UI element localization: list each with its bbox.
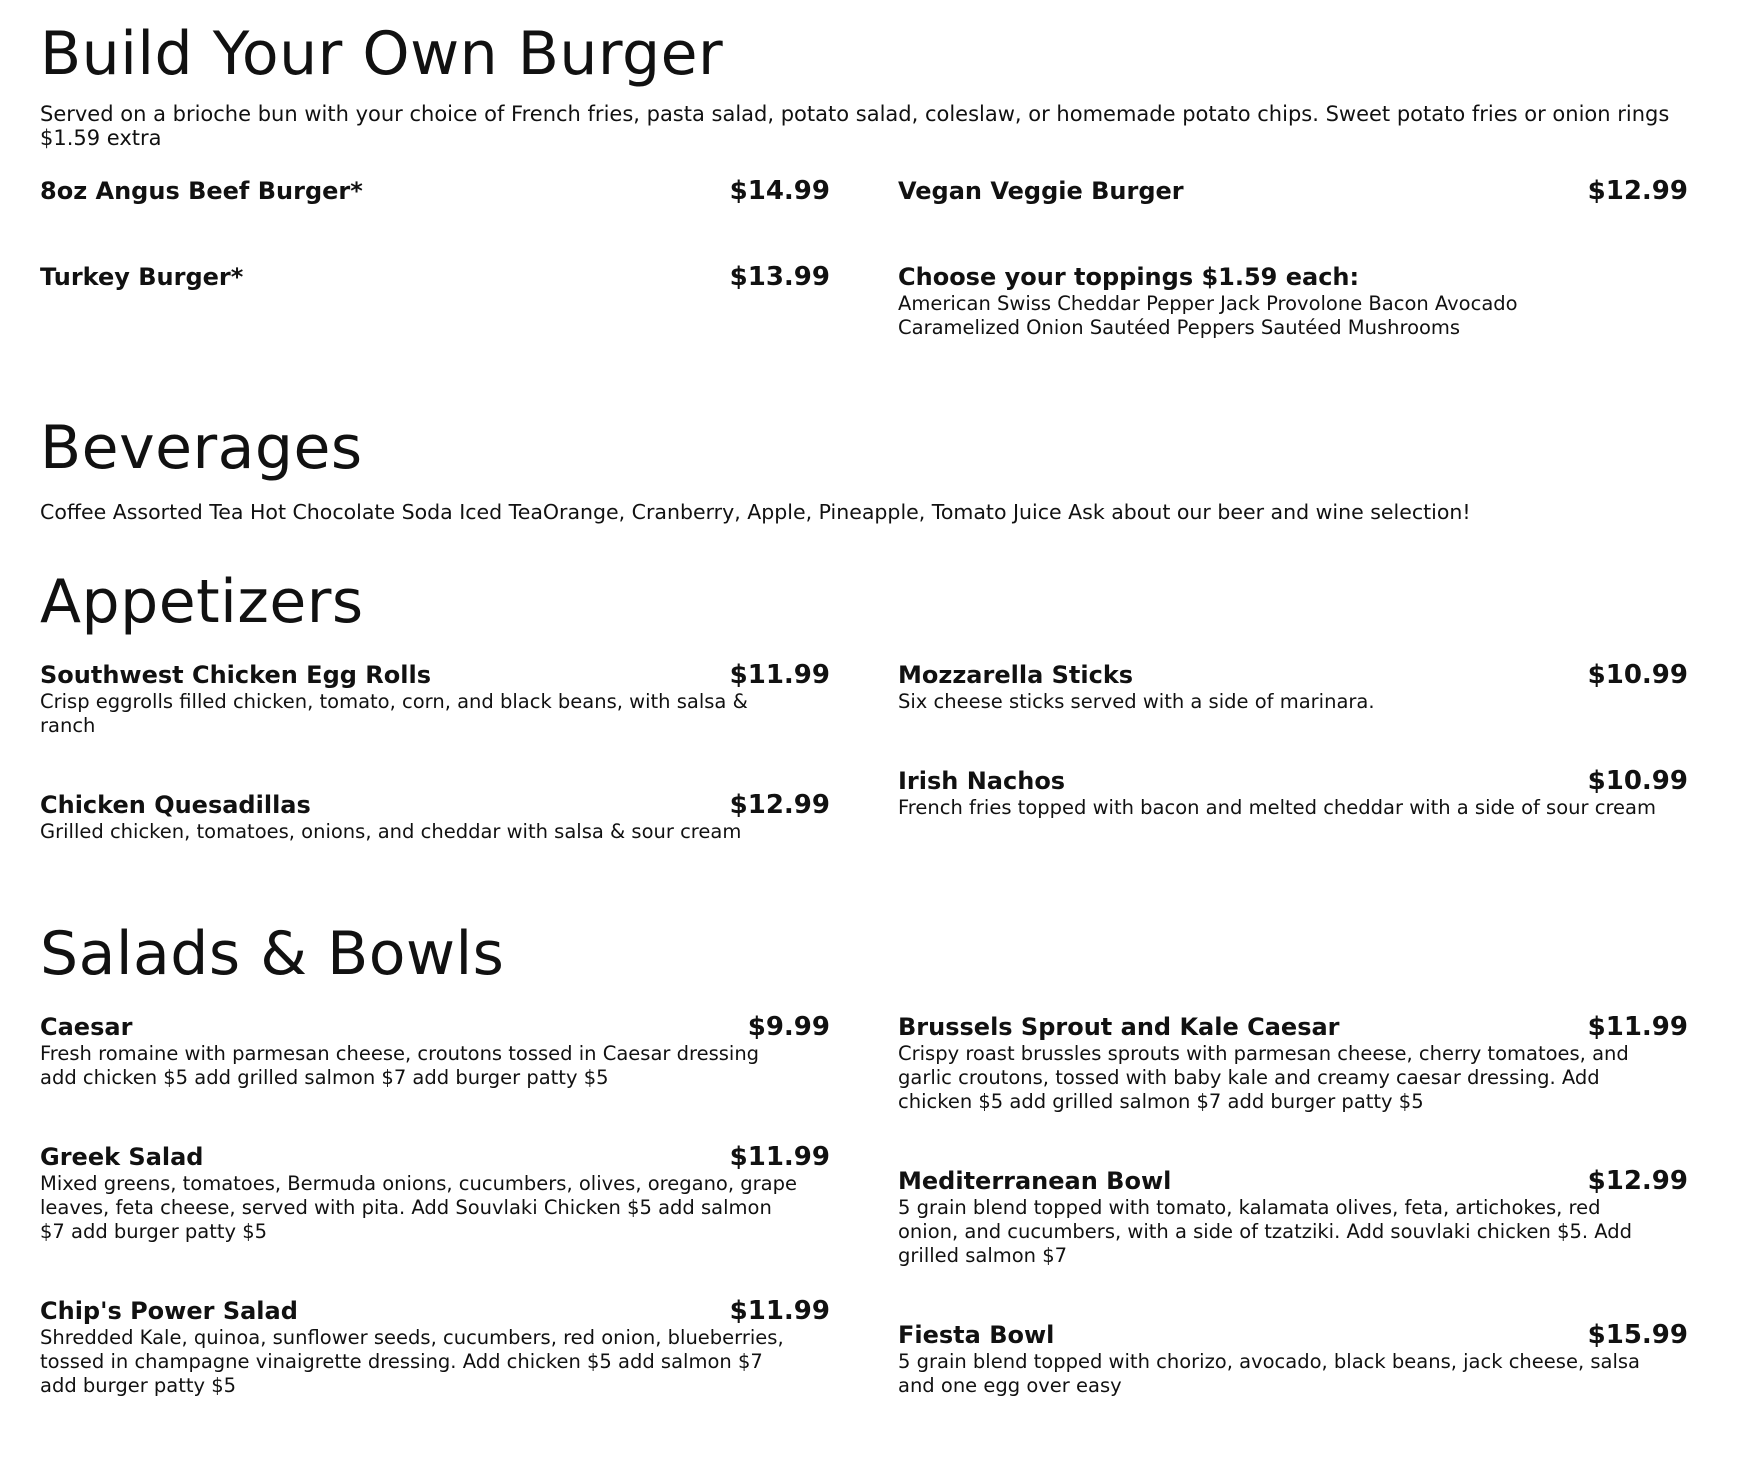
item-name: Fiesta Bowl	[898, 1321, 1055, 1349]
menu-item-caesar	[40, 1012, 830, 1090]
item-price: $12.99	[729, 790, 830, 820]
menu-item-mediterranean-bowl	[898, 1166, 1688, 1268]
item-price: $10.99	[1587, 766, 1688, 796]
item-name: Turkey Burger*	[40, 263, 244, 291]
item-name: Greek Salad	[40, 1143, 204, 1171]
menu-item-irish-nachos	[898, 766, 1688, 820]
item-name: Chip's Power Salad	[40, 1297, 298, 1325]
burger-section	[40, 18, 1700, 150]
item-name: Brussels Sprout and Kale Caesar	[898, 1013, 1340, 1041]
item-price: $13.99	[729, 262, 830, 292]
item-description: Crisp eggrolls filled chicken, tomato, corn, and black beans, with salsa & ranch	[40, 690, 748, 737]
menu-item-turkey-burger	[40, 262, 830, 292]
item-name: 8oz Angus Beef Burger*	[40, 177, 363, 205]
item-description: 5 grain blend topped with chorizo, avocado, black beans, jack cheese, salsa and one egg over easy	[898, 1350, 1640, 1397]
item-name: Southwest Chicken Egg Rolls	[40, 661, 431, 689]
menu-item-vegan-veggie-burger	[898, 176, 1688, 206]
salads-section-title: Salads & Bowls	[40, 919, 505, 989]
item-description: American Swiss Cheddar Pepper Jack Provolone Bacon Avocado Caramelized Onion Sautéed Peppers Sautéed Mushrooms	[898, 292, 1518, 339]
item-name: Mediterranean Bowl	[898, 1167, 1172, 1195]
item-name: Mozzarella Sticks	[898, 661, 1134, 689]
item-name: Vegan Veggie Burger	[898, 177, 1184, 205]
item-price: $15.99	[1587, 1320, 1688, 1350]
menu-item-brussels-sprout-kale-caesar	[898, 1012, 1688, 1114]
menu-item-greek-salad	[40, 1142, 830, 1244]
item-description: French fries topped with bacon and melted cheddar with a side of sour cream	[898, 796, 1656, 819]
burger-section-note: Served on a brioche bun with your choice of French fries, pasta salad, potato salad, coleslaw, or homemade potato chips. Sweet potato fries or onion rings $1.59 extra	[40, 102, 1670, 150]
burger-section-title: Build Your Own Burger	[40, 19, 724, 89]
item-price: $11.99	[729, 1142, 830, 1172]
menu-item-chicken-quesadillas	[40, 790, 830, 844]
item-price: $12.99	[1587, 176, 1688, 206]
item-description: Crispy roast brussles sprouts with parmesan cheese, cherry tomatoes, and garlic croutons, tossed with baby kale and creamy caesar dressing. Add chicken $5 add grilled salmon $7 add burger patty $5	[898, 1042, 1629, 1113]
item-price: $11.99	[729, 660, 830, 690]
beverages-section-note: Coffee Assorted Tea Hot Chocolate Soda Iced TeaOrange, Cranberry, Apple, Pineapple, Tomato Juice Ask about our beer and wine selection!	[40, 500, 1471, 524]
item-description: Grilled chicken, tomatoes, onions, and cheddar with salsa & sour cream	[40, 820, 742, 843]
item-description: 5 grain blend topped with tomato, kalamata olives, feta, artichokes, red onion, and cucumbers, with a side of tzatziki. Add souvlaki chicken $5. Add grilled salmon $7	[898, 1196, 1633, 1267]
menu-item-chips-power-salad	[40, 1296, 830, 1398]
menu-item-angus-burger	[40, 176, 830, 206]
menu-item-toppings	[898, 262, 1688, 340]
menu-item-southwest-egg-rolls	[40, 660, 830, 738]
item-name: Chicken Quesadillas	[40, 791, 311, 819]
appetizers-section-title: Appetizers	[40, 567, 364, 637]
appetizers-section	[40, 566, 1700, 638]
beverages-section	[40, 412, 1700, 524]
salads-section	[40, 918, 1700, 990]
item-price: $12.99	[1587, 1166, 1688, 1196]
menu-item-mozzarella-sticks	[898, 660, 1688, 714]
menu-item-fiesta-bowl	[898, 1320, 1688, 1398]
item-name: Caesar	[40, 1013, 133, 1041]
item-name: Choose your toppings $1.59 each:	[898, 263, 1360, 291]
item-description: Shredded Kale, quinoa, sunflower seeds, cucumbers, red onion, blueberries, tossed in champagne vinaigrette dressing. Add chicken $5 add salmon $7 add burger patty $5	[40, 1326, 784, 1397]
item-price: $14.99	[729, 176, 830, 206]
item-price: $10.99	[1587, 660, 1688, 690]
item-price: $9.99	[747, 1012, 830, 1042]
item-description: Fresh romaine with parmesan cheese, croutons tossed in Caesar dressing add chicken $5 add grilled salmon $7 add burger patty $5	[40, 1042, 760, 1089]
beverages-section-title: Beverages	[40, 413, 363, 483]
item-price: $11.99	[1587, 1012, 1688, 1042]
item-price: $11.99	[729, 1296, 830, 1326]
item-description: Mixed greens, tomatoes, Bermuda onions, cucumbers, olives, oregano, grape leaves, feta cheese, served with pita. Add Souvlaki Chicken $5 add salmon $7 add burger patty $5	[40, 1172, 797, 1243]
item-description: Six cheese sticks served with a side of marinara.	[898, 690, 1375, 713]
item-name: Irish Nachos	[898, 767, 1066, 795]
